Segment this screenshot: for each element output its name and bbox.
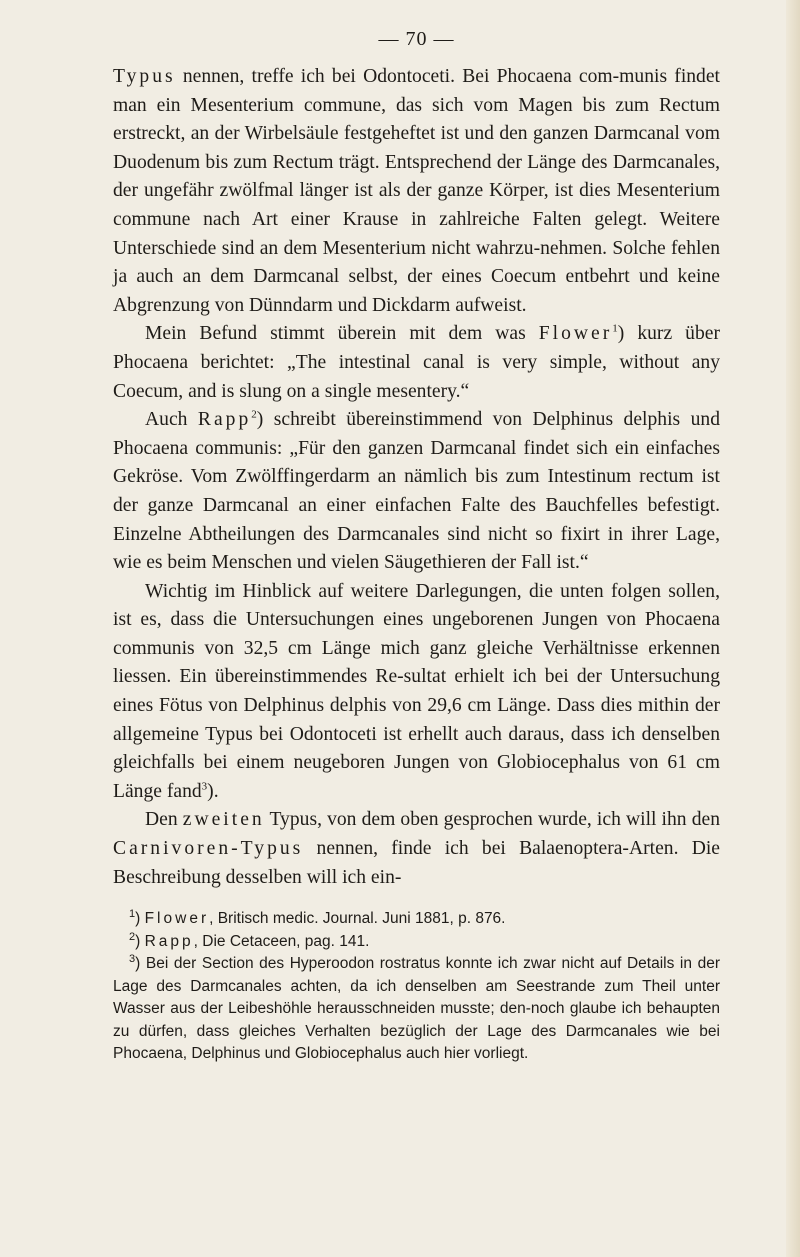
paragraph-1-text: nennen, treffe ich bei Odontoceti. Bei Phocaena com-munis findet man ein Mesenterium commune, das sich vom Magen bis zum Rectum erstreckt, an der Wirbelsäule festgeheftet ist und den ganzen Darmcanal vom Duodenum bis zum Rectum trägt. Entsprechend der Länge des Darmcanales, der ungefähr zwölfmal länger ist als der ganze Körper, ist dies Mesenterium commune nach Art einer Krause in zahlreiche Falten gelegt. Weitere Unterschiede sind an dem Mesenterium nicht wahrzu-nehmen. Solche fehlen ja auch an dem Darmcanal selbst, der eines Coecum entbehrt und keine Abgrenzung von Dünndarm und Dickdarm aufweist. bbox=[113, 66, 720, 316]
footnote-1-text: , Britisch medic. Journal. Juni 1881, p. 876. bbox=[209, 910, 506, 928]
paragraph-5-text-a: Den bbox=[145, 809, 183, 831]
footnote-ref-2: 2 bbox=[251, 408, 257, 421]
footnote-2-marker: 2 bbox=[129, 930, 136, 943]
footnote-1: $^1$) Flower, Britisch medic. Journal. Juni 1881, p. 876. bbox=[129, 908, 506, 928]
paragraph-4-text-a: Wichtig im Hinblick auf weitere Darlegungen, die unten folgen sollen, ist es, dass die Untersuchungen eines ungeborenen Jungen von Phocaena communis von 32,5 cm Länge mich ganz gleiche Verhältnisse erkennen liessen. Ein übereinstimmendes Re-sultat erhielt ich bei der Untersuchung eines Fötus von Delphinus delphis von 29,6 cm Länge. Dass dies mithin der allgemeine Typus bei Odontoceti ist erhellt auch daraus, dass ich denselben gleichfalls bei einem neugeboren Jungen von Globiocephalus von 61 cm Länge fand bbox=[113, 580, 720, 802]
footnote-2-text: , Die Cetaceen, pag. 141. bbox=[193, 932, 370, 950]
footnote-1-marker: 1 bbox=[129, 908, 136, 921]
paragraph-3 bbox=[113, 406, 720, 578]
paragraph-1 bbox=[113, 63, 720, 320]
author-rapp: Rapp bbox=[197, 409, 252, 431]
paragraph-4 bbox=[113, 578, 720, 807]
footnote-1-author: Flower bbox=[144, 910, 210, 928]
paragraph-3-text-a: Auch bbox=[145, 409, 198, 431]
paragraph-5-text-e: nennen, finde ich bei Balaenoptera-Arten. Die Beschreibung desselben will ich ein- bbox=[113, 838, 720, 888]
footnote-ref-3: 3 bbox=[201, 780, 208, 793]
footnote-2: $^2$) Rapp, Die Cetaceen, pag. 141. bbox=[129, 930, 370, 950]
page-edge-shadow bbox=[786, 0, 800, 1257]
footnotes bbox=[113, 908, 720, 1066]
paragraph-5-text-c: Typus, von dem oben gesprochen wurde, ich will ihn den bbox=[264, 809, 720, 831]
footnote-ref-1: 1 bbox=[612, 322, 618, 335]
footnote-3: $^3$) Bei der Section des Hyperoodon rostratus konnte ich zwar nicht auf Details in der Lage des Darmcanales achten, da ich denselben am Seestrande zum Theil unter Wasser aus der Leibeshöhle herausschneiden musste; den-noch glaube ich behaupten zu dürfen, dass gleiches Verhalten bezüglich der Lage des Darmcanales wie bei Phocaena, Delphinus und Globiocephalus auch hier vorliegt. bbox=[113, 953, 720, 1063]
paragraph-5 bbox=[113, 806, 720, 892]
page-number: — 70 — bbox=[378, 28, 455, 50]
emphasis-typus: Typus bbox=[113, 66, 176, 87]
emphasis-zweiten: zweiten bbox=[182, 809, 265, 831]
author-flower: Flower bbox=[538, 323, 613, 345]
paragraph-2 bbox=[113, 320, 720, 406]
footnote-3-text: Bei der Section des Hyperoodon rostratus konnte ich zwar nicht auf Details in der Lage des Darmcanales achten, da ich denselben am Seestrande zum Theil unter Wasser aus der Leibeshöhle herausschneiden musste; den-noch glaube ich behaupten zu dürfen, dass gleiches Verhalten bezüglich der Lage des Darmcanales wie bei Phocaena, Delphinus und Globiocephalus auch hier vorliegt. bbox=[113, 955, 720, 1063]
body-text bbox=[113, 63, 720, 892]
emphasis-carnivoren-typus: Carnivoren-Typus bbox=[113, 838, 304, 860]
paragraph-2-text-c: ) kurz über Phocaena berichtet: „The intestinal canal is very simple, without any Coecum, and is slung on a single mesentery.“ bbox=[113, 323, 720, 402]
paragraph-3-text-c: ) schreibt übereinstimmend von Delphinus delphis und Phocaena communis: „Für den ganzen Darmcanal findet sich ein einfaches Gekröse. Vom Zwölffingerdarm an nämlich bis zum Intestinum rectum ist der ganze Darmcanal an einer einfachen Falte des Bauchfelles befestigt. Einzelne Abtheilungen des Darmcanales sind nicht so fixirt in ihrer Lage, wie es beim Menschen und vielen Säugethieren der Fall ist.“ bbox=[113, 409, 721, 574]
footnote-3-marker: 3 bbox=[129, 953, 136, 966]
paragraph-4-text-b: ). bbox=[207, 780, 219, 802]
footnote-2-author: Rapp bbox=[144, 932, 194, 950]
paragraph-2-text-a: Mein Befund stimmt überein mit dem was bbox=[145, 323, 539, 345]
